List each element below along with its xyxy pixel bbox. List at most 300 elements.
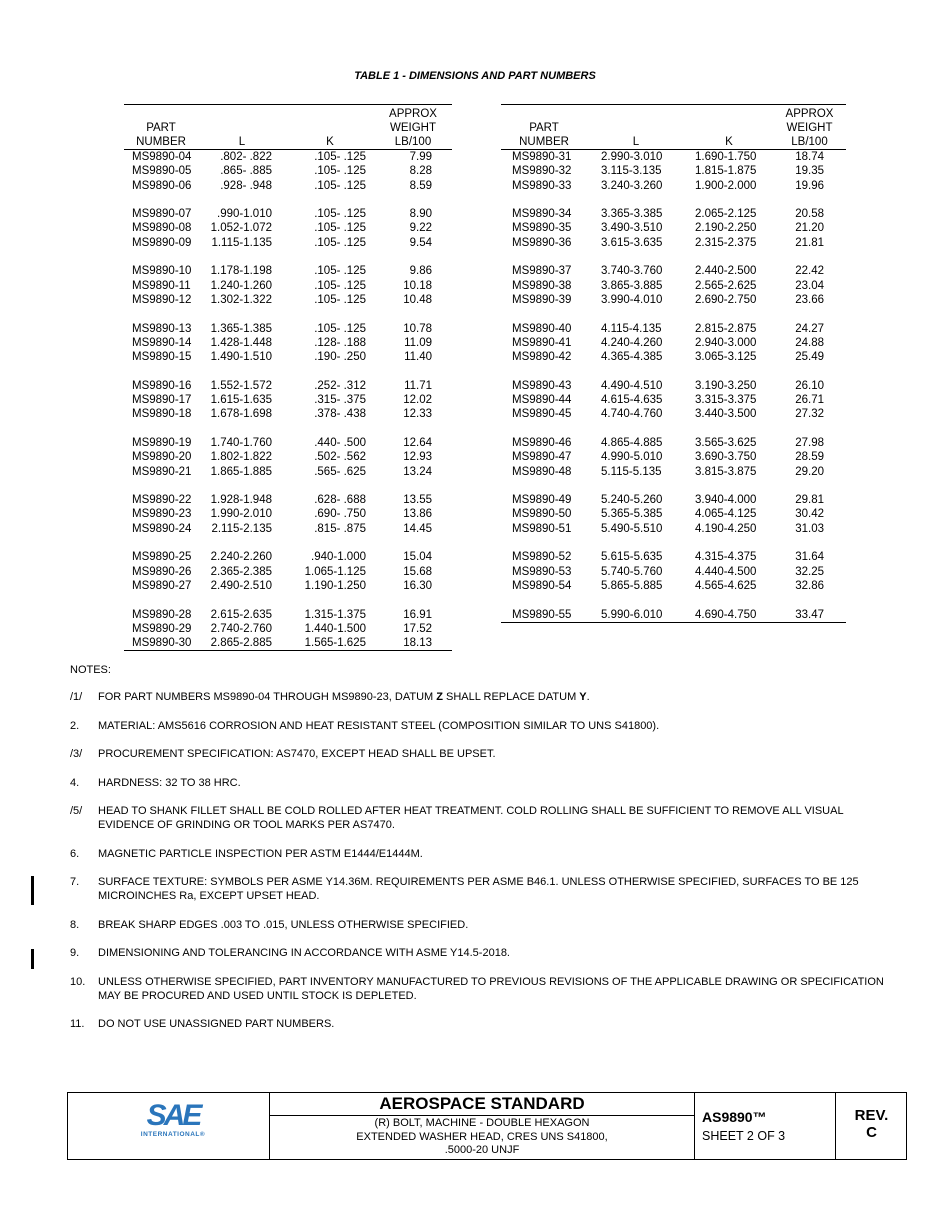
col-k: K	[685, 105, 773, 150]
weight-cell: 20.58	[795, 208, 824, 221]
k-cell: .105- .125	[314, 322, 366, 335]
part-number-cell: MS9890-08	[132, 222, 192, 235]
table-row	[501, 393, 846, 407]
note-text: FOR PART NUMBERS MS9890-04 THROUGH MS9890-23, DATUM Z SHALL REPLACE DATUM Y.	[98, 691, 590, 703]
weight-cell: 12.33	[403, 408, 432, 421]
weight-cell: 10.18	[403, 279, 432, 292]
table-row	[124, 636, 452, 651]
l-cell: 4.740-4.760	[601, 408, 663, 421]
k-cell: 2.815-2.875	[695, 322, 757, 335]
title-block	[67, 1092, 907, 1160]
note-text: HEAD TO SHANK FILLET SHALL BE COLD ROLLED AFTER HEAT TREATMENT. COLD ROLLING SHALL BE SUFFICIENT TO REMOVE ALL VISUAL EVIDENCE OF GRINDING OR TOOL MARKS PER AS7470.	[98, 805, 844, 831]
part-number-cell: MS9890-47	[512, 451, 572, 464]
part-number-cell: MS9890-55	[512, 608, 572, 621]
k-cell: 2.315-2.375	[695, 236, 757, 249]
weight-cell: 24.88	[795, 336, 824, 349]
col-l: L	[587, 105, 685, 150]
note-number: 11.	[70, 1018, 85, 1030]
weight-cell: 9.54	[409, 236, 432, 249]
part-number-cell: MS9890-27	[132, 579, 192, 592]
note-number: 9.	[70, 947, 80, 959]
part-number-cell: MS9890-34	[512, 208, 572, 221]
k-cell: 4.315-4.375	[695, 551, 757, 564]
table-row	[501, 522, 846, 536]
k-cell: 3.565-3.625	[695, 436, 757, 449]
weight-cell: 22.42	[795, 265, 824, 278]
part-number-cell: MS9890-22	[132, 494, 192, 507]
part-number-cell: MS9890-12	[132, 293, 192, 306]
table-row	[124, 364, 452, 393]
doc-number-cell	[694, 1093, 836, 1159]
k-cell: 1.315-1.375	[304, 608, 366, 621]
part-number-cell: MS9890-07	[132, 208, 192, 221]
l-cell: 3.490-3.510	[601, 222, 663, 235]
table-row	[501, 422, 846, 451]
part-number-cell: MS9890-49	[512, 494, 572, 507]
l-cell: .990-1.010	[217, 208, 272, 221]
l-cell: 3.615-3.635	[601, 236, 663, 249]
k-cell: 4.065-4.125	[695, 508, 757, 521]
standard-title	[270, 1093, 694, 1158]
weight-cell: 27.32	[795, 408, 824, 421]
l-cell: 1.115-1.135	[211, 236, 272, 249]
part-number-cell: MS9890-52	[512, 551, 572, 564]
part-number-cell: MS9890-30	[132, 637, 192, 650]
part-number-cell: MS9890-04	[132, 151, 192, 163]
k-cell: 1.565-1.625	[304, 637, 366, 650]
l-cell: 1.865-1.885	[210, 465, 272, 478]
weight-cell: 29.81	[795, 494, 824, 507]
note-number: 7.	[70, 876, 80, 888]
part-number-cell: MS9890-29	[132, 622, 192, 635]
table-row	[501, 364, 846, 393]
table-row	[501, 350, 846, 364]
weight-cell: 23.66	[795, 293, 824, 306]
l-cell: 3.115-3.135	[601, 165, 662, 178]
note-number: 10.	[70, 975, 86, 988]
k-cell: 3.065-3.125	[695, 351, 757, 364]
table-row	[124, 164, 452, 178]
table-row	[501, 565, 846, 579]
note-text: UNLESS OTHERWISE SPECIFIED, PART INVENTORY MANUFACTURED TO PREVIOUS REVISIONS OF THE APPLICABLE DRAWING OR SPECIFICATION MAY BE PROCURED AND USED UNTIL STOCK IS DEPLETED.	[98, 975, 884, 1002]
k-cell: 1.440-1.500	[304, 622, 366, 635]
k-cell: .105- .125	[314, 179, 366, 192]
table-row	[124, 179, 452, 193]
part-number-cell: MS9890-40	[512, 322, 572, 335]
l-cell: 1.615-1.635	[210, 394, 272, 407]
l-cell: 4.990-5.010	[601, 451, 663, 464]
l-cell: 5.990-6.010	[601, 608, 663, 621]
table-row	[124, 536, 452, 565]
l-cell: 3.365-3.385	[601, 208, 663, 221]
weight-cell: 11.09	[404, 336, 432, 349]
table-row	[124, 150, 452, 165]
part-number-cell: MS9890-37	[512, 265, 572, 278]
k-cell: 2.565-2.625	[695, 279, 757, 292]
part-number-cell: MS9890-14	[132, 336, 192, 349]
l-cell: 5.490-5.510	[601, 522, 663, 535]
part-number-cell: MS9890-44	[512, 394, 572, 407]
part-number-cell: MS9890-10	[132, 265, 192, 278]
k-cell: 2.940-3.000	[695, 336, 757, 349]
l-cell: 1.428-1.448	[210, 336, 272, 349]
weight-cell: 12.93	[403, 451, 432, 464]
note-text: BREAK SHARP EDGES .003 TO .015, UNLESS OTHERWISE SPECIFIED.	[98, 918, 469, 931]
col-weight: APPROX WEIGHT LB/100	[773, 105, 846, 150]
table-row	[124, 622, 452, 636]
k-cell: .128- .188	[314, 336, 366, 349]
table-row	[124, 250, 452, 279]
k-cell: .105- .125	[314, 151, 366, 163]
table-row	[501, 579, 846, 593]
table-row	[124, 593, 452, 622]
table-row	[501, 307, 846, 336]
weight-cell: 23.04	[795, 279, 824, 292]
k-cell: .815- .875	[314, 522, 366, 535]
l-cell: 5.865-5.885	[601, 579, 663, 592]
k-cell: 1.190-1.250	[304, 579, 366, 592]
k-cell: 3.315-3.375	[695, 394, 757, 407]
table-row	[501, 536, 846, 565]
table-row	[501, 279, 846, 293]
part-number-cell: MS9890-26	[132, 565, 192, 578]
part-number-cell: MS9890-05	[132, 165, 192, 178]
dimensions-table-left	[124, 104, 452, 651]
table-row	[124, 350, 452, 364]
l-cell: 2.240-2.260	[210, 551, 272, 564]
weight-cell: 13.86	[403, 508, 432, 521]
note-item	[70, 847, 890, 861]
part-number-cell: MS9890-54	[512, 579, 572, 592]
document-number: AS9890™	[702, 1109, 767, 1125]
part-number-cell: MS9890-53	[512, 565, 572, 578]
l-cell: 1.928-1.948	[210, 494, 272, 507]
col-weight: APPROX WEIGHT LB/100	[374, 105, 452, 150]
k-cell: .105- .125	[314, 293, 366, 306]
weight-cell: 15.04	[403, 551, 432, 564]
table-title: TABLE 1 - DIMENSIONS AND PART NUMBERS	[354, 70, 596, 82]
l-cell: 5.365-5.385	[601, 508, 663, 521]
part-number-cell: MS9890-51	[512, 522, 572, 535]
l-cell: 1.802-1.822	[210, 451, 272, 464]
table-row	[124, 221, 452, 235]
note-text: DIMENSIONING AND TOLERANCING IN ACCORDANCE WITH ASME Y14.5-2018.	[98, 947, 510, 959]
l-cell: .802- .822	[220, 151, 272, 163]
l-cell: 4.865-4.885	[601, 436, 663, 449]
weight-cell: 15.68	[403, 565, 432, 578]
note-number: 8.	[70, 918, 80, 931]
part-number-cell: MS9890-33	[512, 179, 572, 192]
part-number-cell: MS9890-20	[132, 451, 192, 464]
l-cell: 5.740-5.760	[601, 565, 663, 578]
k-cell: 1.065-1.125	[304, 565, 366, 578]
weight-cell: 27.98	[795, 436, 824, 449]
weight-cell: 9.22	[409, 222, 432, 235]
table-row	[124, 422, 452, 451]
k-cell: 1.815-1.875	[695, 165, 757, 178]
k-cell: .252- .312	[314, 379, 366, 392]
weight-cell: 25.49	[795, 351, 824, 364]
part-number-cell: MS9890-38	[512, 279, 572, 292]
part-number-cell: MS9890-28	[132, 608, 192, 621]
weight-cell: 16.91	[403, 608, 432, 621]
note-number: /1/	[70, 691, 83, 703]
table-row	[501, 450, 846, 464]
table-row	[501, 164, 846, 178]
note-item	[70, 946, 890, 960]
table-row	[501, 221, 846, 235]
l-cell: 2.990-3.010	[601, 151, 663, 163]
k-cell: .105- .125	[314, 222, 366, 235]
l-cell: 1.490-1.510	[210, 351, 272, 364]
k-cell: .105- .125	[314, 279, 366, 292]
part-number-cell: MS9890-39	[512, 293, 572, 306]
col-part-number: PART NUMBER	[124, 105, 198, 150]
part-number-cell: MS9890-11	[132, 279, 191, 292]
weight-cell: 8.59	[409, 179, 432, 192]
weight-cell: 13.24	[403, 465, 432, 478]
k-cell: .378- .438	[314, 408, 366, 421]
l-cell: 4.365-4.385	[601, 351, 663, 364]
k-cell: 2.690-2.750	[695, 293, 757, 306]
table-row	[124, 507, 452, 521]
part-number-cell: MS9890-17	[132, 394, 192, 407]
sheet-number: SHEET 2 OF 3	[702, 1129, 786, 1143]
l-cell: 2.740-2.760	[210, 622, 272, 635]
part-number-cell: MS9890-15	[132, 351, 192, 364]
k-cell: 1.690-1.750	[695, 151, 757, 163]
k-cell: .440- .500	[314, 436, 366, 449]
note-item	[70, 747, 890, 761]
table-row	[124, 450, 452, 464]
k-cell: .105- .125	[314, 165, 366, 178]
l-cell: 3.240-3.260	[601, 179, 663, 192]
k-cell: .105- .125	[314, 236, 366, 249]
weight-cell: 11.71	[404, 379, 432, 392]
part-number-cell: MS9890-36	[512, 236, 572, 249]
k-cell: 3.815-3.875	[695, 465, 757, 478]
weight-cell: 11.40	[404, 351, 432, 364]
l-cell: 4.240-4.260	[601, 336, 663, 349]
k-cell: 3.190-3.250	[695, 379, 757, 392]
notes-section	[70, 664, 890, 1046]
weight-cell: 9.86	[409, 265, 432, 278]
note-text: SURFACE TEXTURE: SYMBOLS PER ASME Y14.36M. REQUIREMENTS PER ASME B46.1. UNLESS OTHERWISE SPECIFIED, SURFACES TO BE 125 MICROINCHES Ra, EXCEPT UPSET HEAD.	[98, 876, 859, 902]
part-number-cell: MS9890-45	[512, 408, 572, 421]
l-cell: 1.178-1.198	[210, 265, 272, 278]
k-cell: 4.440-4.500	[695, 565, 757, 578]
part-number-cell: MS9890-18	[132, 408, 192, 421]
weight-cell: 18.13	[403, 637, 432, 650]
standard-description: (R) BOLT, MACHINE - DOUBLE HEXAGON EXTENDED WASHER HEAD, CRES UNS S41800, .5000-20 UNJF	[356, 1117, 608, 1156]
table-row	[124, 279, 452, 293]
col-k: K	[286, 105, 374, 150]
weight-cell: 12.64	[403, 436, 432, 449]
table-row	[124, 236, 452, 250]
weight-cell: 28.59	[795, 451, 824, 464]
note-item	[70, 1017, 890, 1031]
note-number: /5/	[70, 805, 83, 817]
k-cell: .690- .750	[314, 508, 366, 521]
revision: REV. C	[854, 1107, 889, 1141]
l-cell: 1.302-1.322	[210, 293, 272, 306]
part-number-cell: MS9890-21	[132, 465, 192, 478]
k-cell: .502- .562	[314, 451, 366, 464]
weight-cell: 26.71	[795, 394, 824, 407]
weight-cell: 26.10	[795, 379, 824, 392]
l-cell: 2.115-2.135	[211, 522, 272, 535]
table-row	[124, 522, 452, 536]
table-row	[501, 250, 846, 279]
table-row	[501, 479, 846, 508]
weight-cell: 10.78	[403, 322, 432, 335]
note-item	[70, 719, 890, 733]
table-row	[124, 336, 452, 350]
l-cell: 1.052-1.072	[210, 222, 272, 235]
weight-cell: 31.03	[795, 522, 824, 535]
weight-cell: 8.28	[409, 165, 432, 178]
l-cell: 1.678-1.698	[210, 408, 272, 421]
l-cell: 2.490-2.510	[210, 579, 272, 592]
note-item	[70, 776, 890, 790]
l-cell: 4.490-4.510	[601, 379, 663, 392]
l-cell: 1.990-2.010	[210, 508, 272, 521]
col-part-number: PART NUMBER	[501, 105, 587, 150]
weight-cell: 32.86	[795, 579, 824, 592]
k-cell: 2.440-2.500	[695, 265, 757, 278]
table-row	[501, 179, 846, 193]
notes-header: NOTES:	[70, 664, 111, 676]
l-cell: 5.115-5.135	[601, 465, 662, 478]
table-row	[124, 393, 452, 407]
part-number-cell: MS9890-48	[512, 465, 572, 478]
table-row	[124, 193, 452, 222]
weight-cell: 7.99	[409, 151, 432, 163]
table-row	[501, 293, 846, 307]
weight-cell: 12.02	[403, 394, 432, 407]
weight-cell: 19.96	[795, 179, 824, 192]
k-cell: 4.690-4.750	[695, 608, 757, 621]
note-item	[70, 690, 890, 704]
part-number-cell: MS9890-31	[512, 151, 572, 163]
note-number: 6.	[70, 847, 80, 860]
note-number: /3/	[70, 748, 83, 760]
part-number-cell: MS9890-19	[132, 436, 192, 449]
weight-cell: 32.25	[795, 565, 824, 578]
l-cell: 4.115-4.135	[601, 322, 662, 335]
k-cell: .105- .125	[314, 208, 366, 221]
part-number-cell: MS9890-41	[512, 336, 572, 349]
l-cell: 2.865-2.885	[210, 637, 272, 650]
l-cell: 3.865-3.885	[601, 279, 663, 292]
l-cell: .928- .948	[220, 179, 272, 192]
col-l: L	[198, 105, 286, 150]
note-text: HARDNESS: 32 TO 38 HRC.	[98, 776, 241, 789]
k-cell: .190- .250	[314, 351, 366, 364]
k-cell: .565- .625	[314, 465, 366, 478]
k-cell: 1.900-2.000	[695, 179, 757, 192]
table-row	[124, 307, 452, 336]
dimensions-table-right	[501, 104, 846, 623]
part-number-cell: MS9890-23	[132, 508, 192, 521]
k-cell: .315- .375	[314, 394, 366, 407]
table-row	[124, 565, 452, 579]
sae-logo: SAE INTERNATIONAL®	[140, 1099, 206, 1138]
weight-cell: 24.27	[795, 322, 824, 335]
note-text: MAGNETIC PARTICLE INSPECTION PER ASTM E1444/E1444M.	[98, 847, 423, 860]
weight-cell: 16.30	[403, 579, 432, 592]
table-row	[501, 336, 846, 350]
weight-cell: 21.81	[795, 236, 824, 249]
l-cell: 2.365-2.385	[210, 565, 272, 578]
weight-cell: 17.52	[403, 622, 432, 635]
part-number-cell: MS9890-46	[512, 436, 572, 449]
standard-heading: AEROSPACE STANDARD	[270, 1093, 694, 1116]
l-cell: 1.740-1.760	[210, 436, 272, 449]
revision-bar	[31, 876, 34, 905]
weight-cell: 18.74	[795, 151, 824, 163]
table-row	[124, 579, 452, 593]
l-cell: 1.552-1.572	[210, 379, 272, 392]
note-text: MATERIAL: AMS5616 CORROSION AND HEAT RESISTANT STEEL (COMPOSITION SIMILAR TO UNS S41800).	[98, 719, 660, 732]
l-cell: 1.240-1.260	[210, 279, 272, 292]
table-row	[501, 507, 846, 521]
l-cell: 4.615-4.635	[601, 394, 663, 407]
weight-cell: 10.48	[403, 293, 432, 306]
note-item	[70, 975, 890, 1003]
weight-cell: 29.20	[795, 465, 824, 478]
k-cell: .940-1.000	[311, 551, 366, 564]
l-cell: 1.365-1.385	[210, 322, 272, 335]
revision-bar	[31, 949, 34, 969]
note-item	[70, 918, 890, 932]
k-cell: 2.190-2.250	[695, 222, 757, 235]
note-item	[70, 875, 890, 903]
weight-cell: 33.47	[795, 608, 824, 621]
k-cell: 3.690-3.750	[695, 451, 757, 464]
weight-cell: 13.55	[403, 494, 432, 507]
part-number-cell: MS9890-25	[132, 551, 192, 564]
table-row	[501, 593, 846, 622]
part-number-cell: MS9890-06	[132, 179, 192, 192]
part-number-cell: MS9890-35	[512, 222, 572, 235]
weight-cell: 8.90	[409, 208, 432, 221]
weight-cell: 30.42	[795, 508, 824, 521]
part-number-cell: MS9890-43	[512, 379, 572, 392]
l-cell: 5.240-5.260	[601, 494, 663, 507]
table-row	[501, 407, 846, 421]
part-number-cell: MS9890-42	[512, 351, 572, 364]
table-row	[124, 479, 452, 508]
note-text: PROCUREMENT SPECIFICATION: AS7470, EXCEPT HEAD SHALL BE UPSET.	[98, 748, 496, 760]
k-cell: 4.190-4.250	[695, 522, 757, 535]
part-number-cell: MS9890-24	[132, 522, 192, 535]
k-cell: 4.565-4.625	[695, 579, 757, 592]
k-cell: 3.440-3.500	[695, 408, 757, 421]
part-number-cell: MS9890-13	[132, 322, 192, 335]
note-text: DO NOT USE UNASSIGNED PART NUMBERS.	[98, 1018, 335, 1030]
k-cell: .628- .688	[314, 494, 366, 507]
k-cell: 3.940-4.000	[695, 494, 757, 507]
part-number-cell: MS9890-50	[512, 508, 572, 521]
k-cell: 2.065-2.125	[695, 208, 757, 221]
table-row	[124, 293, 452, 307]
table-row	[501, 465, 846, 479]
l-cell: .865- .885	[220, 165, 272, 178]
l-cell: 2.615-2.635	[210, 608, 272, 621]
table-row	[501, 150, 846, 165]
table-row	[124, 407, 452, 421]
